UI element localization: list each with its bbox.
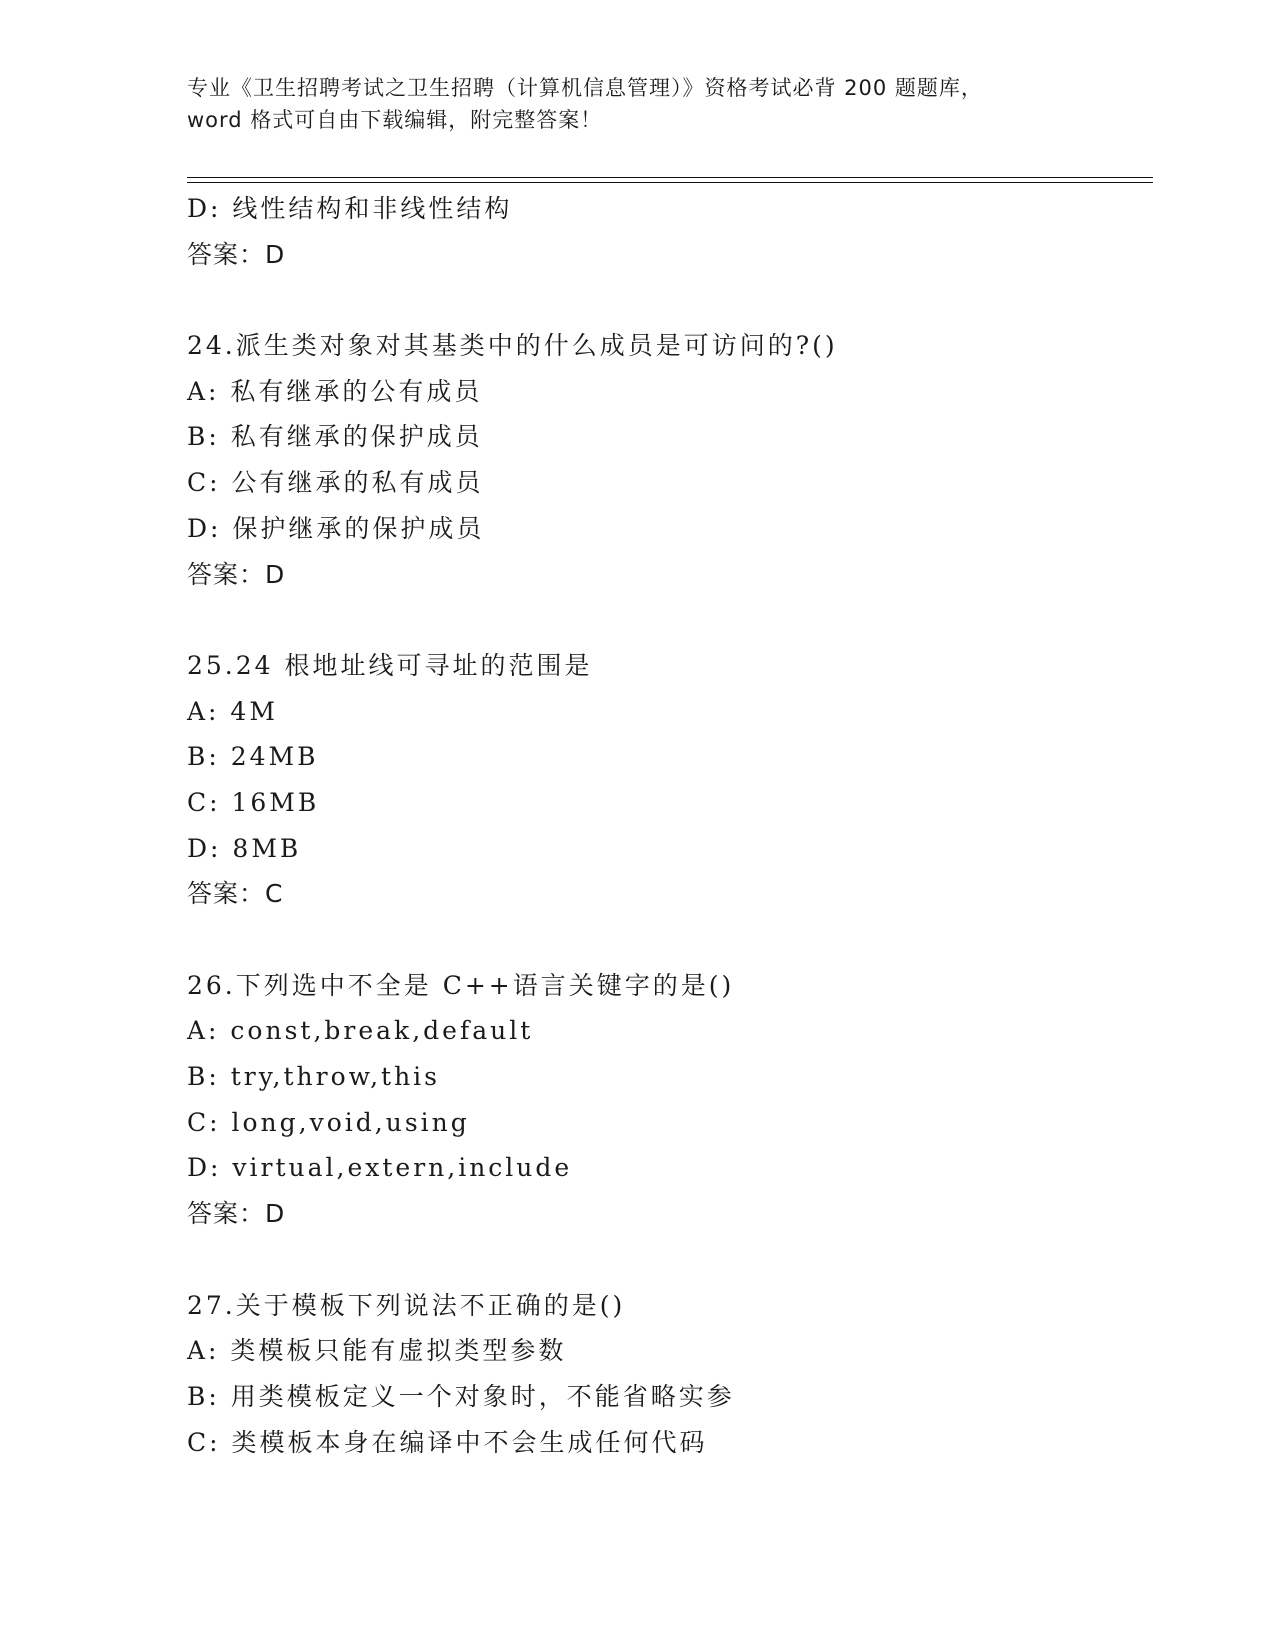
spacer [187,277,1187,323]
header-divider-top [187,177,1153,178]
question-text: 27.关于模板下列说法不正确的是() [187,1290,626,1320]
question-list [187,186,1187,1465]
option-b: B: try,throw,this [187,1062,440,1092]
question-block-26 [187,963,1187,1237]
option-a: A: 私有继承的公有成员 [187,376,483,406]
option-c: C: 16MB [187,787,320,817]
spacer [187,597,1187,643]
header-divider-bottom [187,182,1153,183]
question-text: 24.派生类对象对其基类中的什么成员是可访问的?() [187,331,838,361]
answer: 答案：C [187,879,284,909]
option-a: A: const,break,default [187,1016,534,1046]
spacer [187,917,1187,963]
header-line-1: 专业《卫生招聘考试之卫生招聘（计算机信息管理）》资格考试必背 200 题题库， [187,76,983,100]
option-a: A: 4M [187,696,278,726]
option-b: B: 用类模板定义一个对象时，不能省略实参 [187,1381,735,1411]
option-d: D: 8MB [187,833,302,863]
option-a: A: 类模板只能有虚拟类型参数 [187,1336,567,1366]
question-block-prev [187,186,1187,277]
header-line-2: word 格式可自由下载编辑，附完整答案！ [187,108,603,132]
question-block-27 [187,1283,1187,1466]
option-c: C: 类模板本身在编译中不会生成任何代码 [187,1427,708,1457]
option-b: B: 私有继承的保护成员 [187,422,483,452]
option-d: D: virtual,extern,include [187,1153,573,1183]
question-text: 25.24 根地址线可寻址的范围是 [187,650,593,680]
answer: 答案：D [187,239,286,269]
option-d: D: 保护继承的保护成员 [187,513,485,543]
option-c: C: 公有继承的私有成员 [187,468,484,498]
option-c: C: long,void,using [187,1107,470,1137]
answer: 答案：D [187,559,286,589]
question-block-24 [187,323,1187,597]
question-block-25 [187,643,1187,917]
question-text: 26.下列选中不全是 C++语言关键字的是() [187,970,735,1000]
document-header [187,72,1087,136]
answer: 答案：D [187,1199,286,1229]
option-b: B: 24MB [187,742,319,772]
option-d: D: 线性结构和非线性结构 [187,194,513,223]
spacer [187,1237,1187,1283]
